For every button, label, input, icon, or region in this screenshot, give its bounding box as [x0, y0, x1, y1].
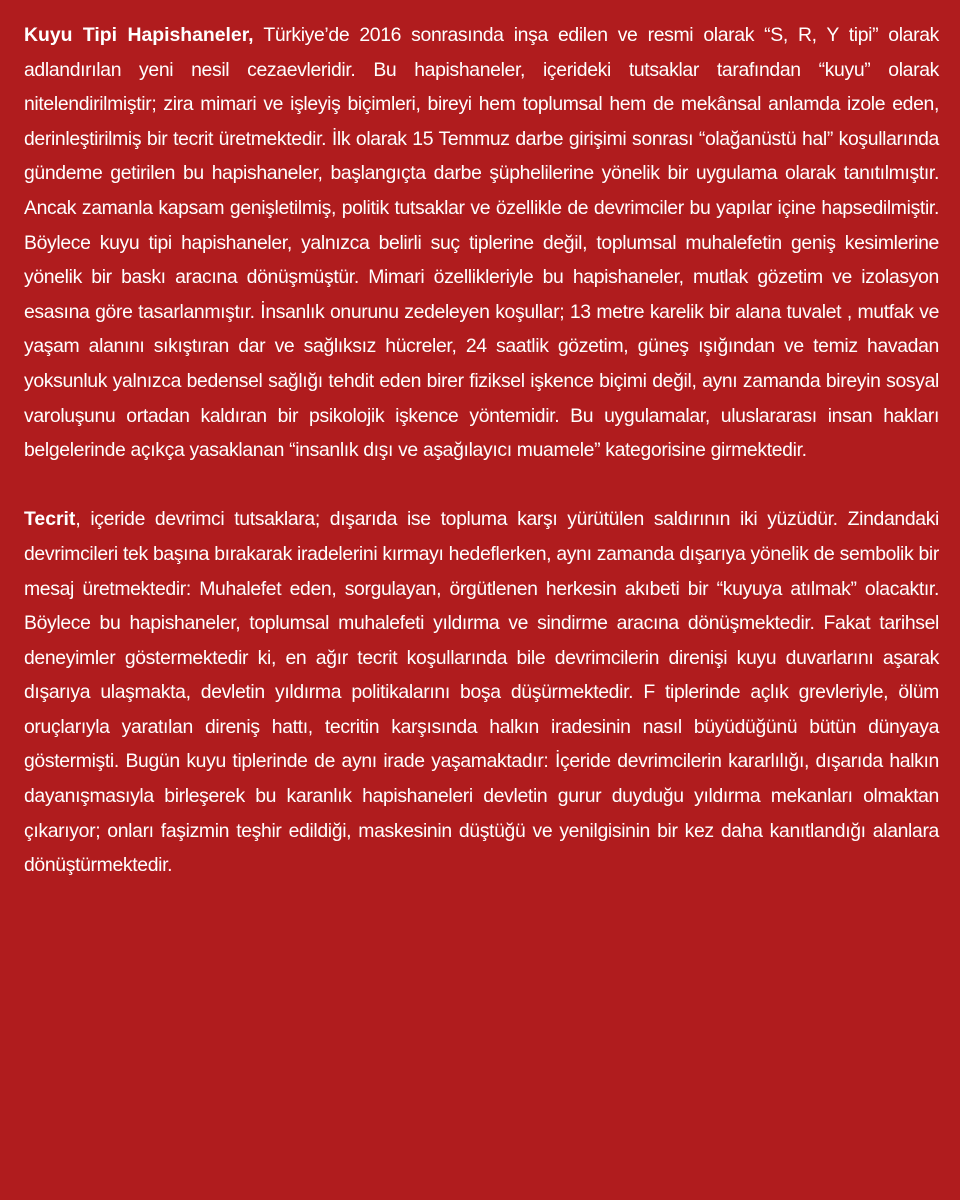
- paragraph-lead-term: Tecrit: [24, 508, 76, 531]
- paragraph-tecrit: [24, 502, 939, 883]
- paragraph-lead-term: Kuyu Tipi Hapishaneler,: [24, 24, 254, 46]
- paragraph-body: Türkiye’de 2016 sonrasında inşa edilen ve resmi olarak “S, R, Y tipi” olarak adlandırılan yeni nesil cezaevleridir. Bu hapishaneler, içerideki tutsaklar tarafından “kuyu” olarak nitelendirilmiştir; zira mimari ve işleyiş biçimleri, bireyi hem toplumsal hem de mekânsal anlamda izole eden, derinleştirilmiş bir tecrit üretmektedir. İlk olarak 15 Temmuz darbe girişimi sonrası “olağanüstü hal” koşullarında gündeme getirilen bu hapishaneler, başlangıçta darbe şüphelilerine yönelik bir uygulama olarak tanıtılmıştır. Ancak zamanla kapsam genişletilmiş, politik tutsaklar ve özellikle de devrimciler bu yapılar içine hapsedilmiştir. Böylece kuyu tipi hapishaneler, yalnızca belirli suç tiplerine değil, toplumsal muhalefetin geniş kesimlerine yönelik bir baskı aracına dönüşmüştür. Mimari özellikleriyle bu hapishaneler, mutlak gözetim ve izolasyon esasına göre tasarlanmıştır. İnsanlık onurunu zedeleyen koşullar; 13 metre karelik bir alana tuvalet , mutfak ve yaşam alanını sıkıştıran dar ve sağlıksız hücreler, 24 saatlik gözetim, güneş ışığından ve temiz havadan yoksunluk yalnızca bedensel sağlığı tehdit eden birer fiziksel işkence biçimi değil, aynı zamanda bireyin sosyal varoluşunu ortadan kaldıran bir psikolojik işkence yöntemidir. Bu uygulamalar, uluslararası insan hakları belgelerinde açıkça yasaklanan “insanlık dışı ve aşağılayıcı muamele” kategorisine girmektedir.: [24, 24, 939, 462]
- paragraph-kuyu-tipi: [24, 18, 939, 468]
- paragraph-body: , içeride devrimci tutsaklara; dışarıda ise topluma karşı yürütülen saldırının iki yüzüdür. Zindandaki devrimcileri tek başına bırakarak iradelerini kırmayı hedeflerken, aynı zamanda dışarıya yönelik de sembolik bir mesaj üretmektedir: Muhalefet eden, sorgulayan, örgütlenen herkesin akıbeti bir “kuyuya atılmak” olacaktır. Böylece bu hapishaneler, toplumsal muhalefeti yıldırma ve sindirme aracına dönüşmektedir. Fakat tarihsel deneyimler göstermektedir ki, en ağır tecrit koşullarında bile devrimcilerin direnişi kuyu duvarlarını aşarak dışarıya ulaşmakta, devletin yıldırma politikalarını boşa düşürmektedir. F tiplerinde açlık grevleriyle, ölüm oruçlarıyla yaratılan direniş hattı, tecritin karşısında halkın iradesinin nasıl büyüdüğünü bütün dünyaya göstermişti. Bugün kuyu tiplerinde de aynı irade yaşamaktadır: İçeride devrimcilerin kararlılığı, dışarıda halkın dayanışmasıyla birleşerek bu karanlık hapishaneleri devletin gurur duyduğu yıldırma mekanları olmaktan çıkarıyor; onları faşizmin teşhir edildiği, maskesinin düştüğü ve yenilgisinin bir kez daha kanıtlandığı alanlara dönüştürmektedir.: [24, 508, 939, 877]
